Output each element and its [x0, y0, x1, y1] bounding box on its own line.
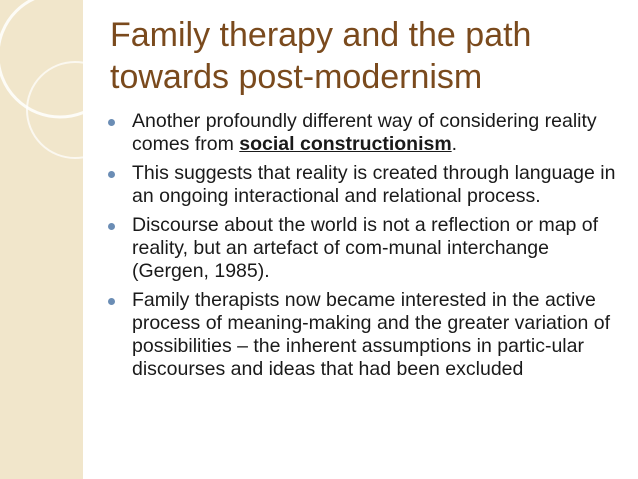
title-line-2: towards post-modernism: [110, 58, 483, 96]
bullet-item: [106, 214, 626, 283]
bullet-text: This suggests that reality is created through language in an ongoing interactional and relational process.: [132, 162, 616, 207]
bullet-text: Family therapists now became interested in the active process of meaning-making and the greater variation of possibilities – the inherent assumptions in partic-ular discourses and ideas that had been excluded: [132, 289, 611, 380]
bullet-text: Discourse about the world is not a reflection or map of reality, but an artefact of com-munal interchange (Gergen, 1985).: [132, 214, 599, 282]
bullet-text-end: .: [451, 133, 458, 155]
title-line-1: Family therapy and the path: [110, 16, 532, 54]
decorative-circles-icon: [0, 0, 83, 479]
bullet-item: [106, 289, 626, 381]
bullet-icon: [108, 298, 115, 305]
slide-title: [110, 14, 630, 98]
bullet-item: [106, 162, 626, 208]
bullet-text: Another profoundly different way of considering reality comes from: [132, 110, 597, 155]
bullet-item: [106, 110, 626, 156]
bullet-list: [106, 110, 626, 387]
decorative-side-band: [0, 0, 83, 479]
emphasis-term: social constructionism: [239, 133, 452, 155]
bullet-icon: [108, 223, 115, 230]
bullet-icon: [108, 171, 115, 178]
bullet-icon: [108, 119, 115, 126]
